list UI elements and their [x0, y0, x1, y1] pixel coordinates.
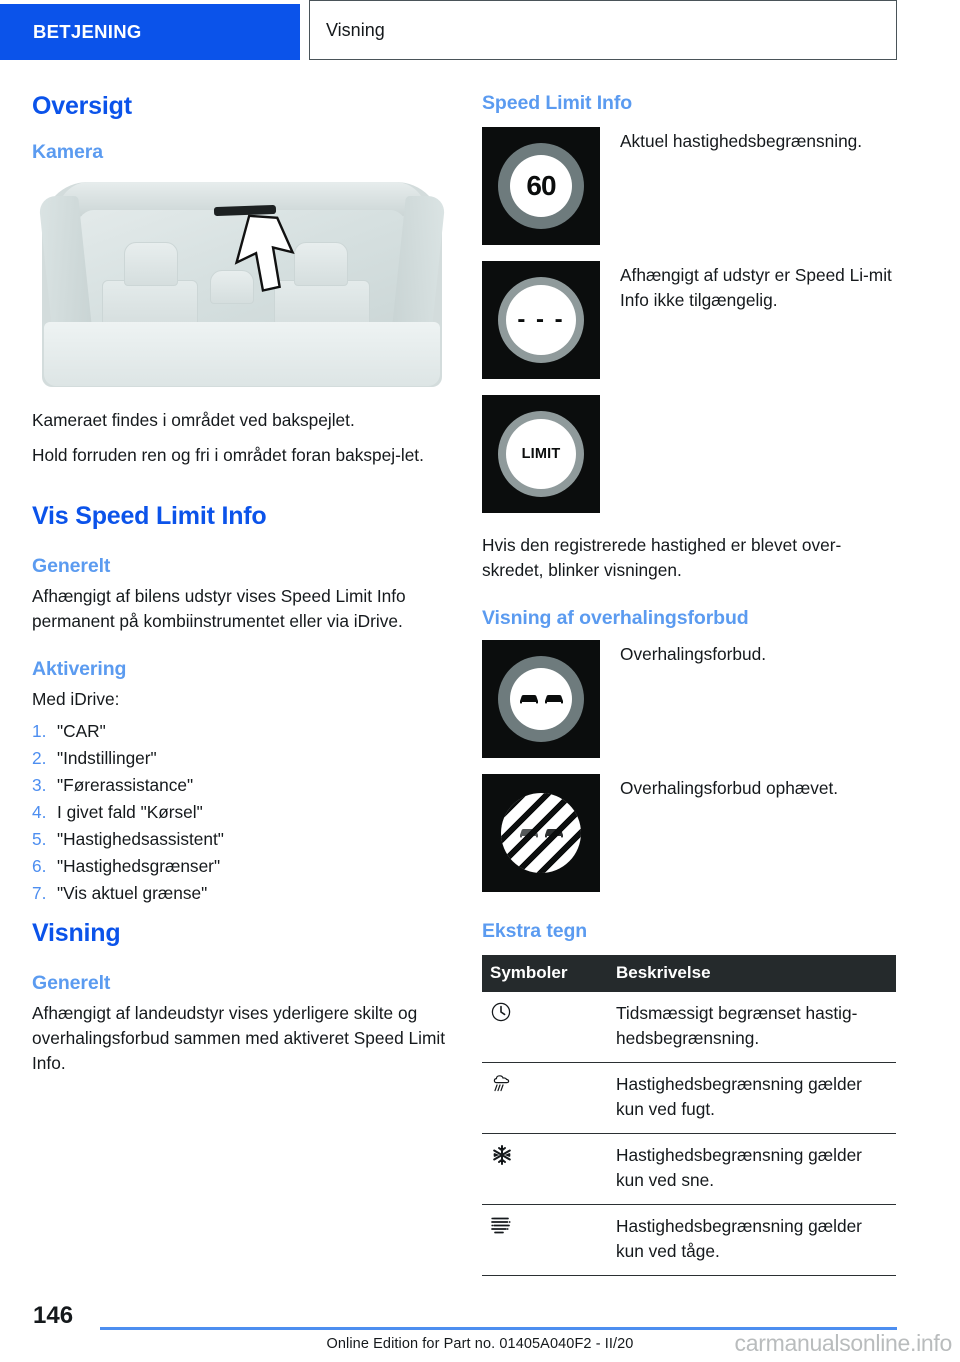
sign-outer-ring	[498, 656, 584, 742]
snowflake-icon	[490, 1149, 514, 1172]
sign-disc	[501, 793, 581, 873]
sign-outer-ring	[498, 277, 584, 363]
heading-generelt-1: Generelt	[32, 555, 111, 577]
sign-outer-ring	[498, 143, 584, 229]
step-number: 4.	[32, 802, 47, 822]
heading-oversigt: Oversigt	[32, 92, 132, 120]
heading-visning: Visning	[32, 919, 121, 947]
list-item	[32, 772, 452, 799]
table-body	[482, 992, 896, 1276]
heading-vis-speed-limit-info: Vis Speed Limit Info	[32, 502, 267, 530]
step-label: "Indstillinger"	[57, 748, 157, 768]
no-overtaking-sign	[482, 640, 600, 758]
list-item	[32, 853, 452, 880]
cell-description: Hastighedsbegrænsning gælder kun ved sne.	[608, 1134, 896, 1205]
sign-description: Overhalingsforbud ophævet.	[620, 778, 839, 798]
left-column	[32, 92, 452, 1076]
table-row	[482, 1063, 896, 1134]
list-item	[32, 745, 452, 772]
table-row	[482, 1134, 896, 1205]
sign-value: 60	[510, 155, 572, 217]
sign-row-end-no-overtaking	[482, 774, 896, 892]
table-row	[482, 992, 896, 1063]
step-label: I givet fald "Kørsel"	[57, 802, 203, 822]
sign-description: Afhængigt af udstyr er Speed Li-mit Info ikke tilgængelig.	[620, 265, 892, 310]
step-number: 3.	[32, 775, 47, 795]
generelt-paragraph-2: Afhængigt af landeudstyr vises yderligere skilte og overhalingsforbud sammen med aktiveret Speed Limit Info.	[32, 1003, 446, 1073]
speed-limit-unavailable-sign	[482, 261, 600, 379]
table-row	[482, 1205, 896, 1276]
med-idrive-paragraph: Med iDrive:	[32, 689, 120, 709]
cell-description: Hastighedsbegrænsning gælder kun ved tåge.	[608, 1205, 896, 1276]
watermark-text: carmanualsonline.info	[734, 1330, 952, 1356]
cancellation-stripes-icon	[501, 793, 581, 873]
sign-row-no-overtaking	[482, 640, 896, 758]
step-label: "Vis aktuel grænse"	[57, 883, 208, 903]
sign-row-speed-60	[482, 127, 896, 245]
parcel-shelf	[44, 322, 440, 386]
list-item	[32, 826, 452, 853]
end-of-no-overtaking-sign	[482, 774, 600, 892]
step-label: "Hastighedsgrænser"	[57, 856, 221, 876]
fog-icon	[490, 1218, 514, 1241]
sign-value: LIMIT	[506, 419, 576, 489]
heading-speed-limit-info: Speed Limit Info	[482, 92, 633, 114]
speed-limit-word-sign	[482, 395, 600, 513]
heading-generelt-2: Generelt	[32, 972, 111, 994]
sign-symbol-area	[510, 668, 572, 730]
speed-limit-60-sign	[482, 127, 600, 245]
camera-location-photo	[32, 180, 452, 392]
activation-steps-list	[32, 718, 452, 907]
chapter-tab	[0, 4, 300, 60]
section-tab	[309, 0, 897, 60]
section-label: Visning	[326, 19, 385, 40]
heading-ekstra-tegn: Ekstra tegn	[482, 920, 588, 942]
two-cars-icon	[518, 692, 565, 706]
sign-description	[620, 395, 896, 397]
kamera-paragraph-2: Hold forruden ren og fri i området foran bakspej-let.	[32, 445, 424, 465]
page-footer	[0, 1292, 960, 1362]
sign-row-unavailable	[482, 261, 896, 379]
step-label: "Førerassistance"	[57, 775, 194, 795]
sign-description: Aktuel hastighedsbegrænsning.	[620, 131, 863, 151]
sign-value: - - -	[506, 285, 576, 355]
sign-outer-ring	[498, 411, 584, 497]
rain-icon	[490, 1078, 514, 1101]
step-label: "Hastighedsassistent"	[57, 829, 224, 849]
step-number: 1.	[32, 721, 47, 741]
blink-paragraph: Hvis den registrerede hastighed er blevet over-skredet, blinker visningen.	[482, 535, 842, 580]
pointer-arrow-icon	[210, 210, 302, 314]
step-number: 7.	[32, 883, 47, 903]
heading-aktivering: Aktivering	[32, 658, 127, 680]
generelt-paragraph-1: Afhængigt af bilens udstyr vises Speed Limit Info permanent på kombiinstrumentet eller via iDrive.	[32, 586, 406, 631]
table-head	[482, 955, 896, 992]
step-number: 5.	[32, 829, 47, 849]
page-number: 146	[33, 1302, 74, 1329]
step-label: "CAR"	[57, 721, 106, 741]
sign-row-limit-word	[482, 395, 896, 513]
cell-description: Tidsmæssigt begrænset hastig-hedsbegrænsning.	[608, 992, 896, 1063]
chapter-label: BETJENING	[33, 21, 142, 42]
heading-visning-overhalingsforbud: Visning af overhalingsforbud	[482, 607, 749, 629]
right-headrest	[294, 242, 348, 286]
list-item	[32, 718, 452, 745]
cell-symbol	[482, 1063, 608, 1134]
extra-symbols-table	[482, 955, 896, 1276]
cell-description: Hastighedsbegrænsning gælder kun ved fugt.	[608, 1063, 896, 1134]
column-header-beskrivelse: Beskrivelse	[608, 955, 896, 992]
cell-symbol	[482, 1134, 608, 1205]
kamera-paragraph-1: Kameraet findes i området ved bakspejlet.	[32, 410, 355, 430]
table-header-row	[482, 955, 896, 992]
heading-kamera: Kamera	[32, 141, 103, 163]
sign-description: Overhalingsforbud.	[620, 644, 767, 664]
column-header-symboler: Symboler	[482, 955, 608, 992]
list-item	[32, 880, 452, 907]
cell-symbol	[482, 992, 608, 1063]
right-column	[482, 92, 896, 1276]
footer-note: Online Edition for Part no. 01405A040F2 - II/20	[326, 1336, 634, 1352]
step-number: 2.	[32, 748, 47, 768]
list-item	[32, 799, 452, 826]
step-number: 6.	[32, 856, 47, 876]
cell-symbol	[482, 1205, 608, 1276]
left-headrest	[124, 242, 178, 286]
page-header	[0, 0, 960, 62]
clock-icon	[490, 1005, 512, 1028]
